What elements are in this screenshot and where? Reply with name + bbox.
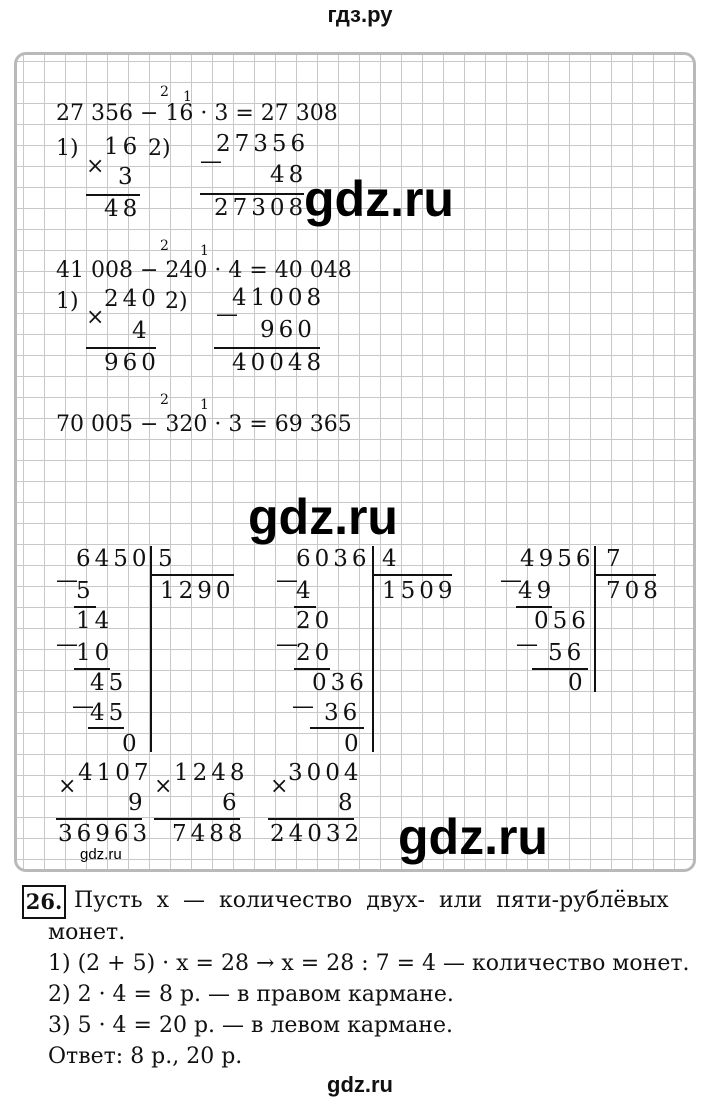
division-step: 10	[76, 640, 114, 666]
division-remainder: 0	[568, 670, 587, 696]
mul-operand-a: 16	[104, 134, 142, 160]
step-label: 1)	[56, 289, 79, 314]
order-mark: 2	[160, 84, 169, 100]
division-step: 56	[548, 640, 586, 666]
division-step: 20	[296, 640, 334, 666]
step-line	[310, 727, 364, 729]
result-line	[154, 818, 240, 820]
minus-sign: —	[72, 694, 94, 719]
multiply-sign: ×	[58, 774, 77, 799]
minus-sign: —	[516, 632, 538, 657]
mul-result: 24032	[270, 821, 364, 847]
divisor-line	[594, 574, 656, 576]
mul-operand-b: 3	[118, 164, 137, 190]
order-mark: 1	[183, 89, 192, 105]
order-mark: 1	[200, 397, 209, 413]
task-text-line: 1) (2 + 5) · x = 28 → x = 28 : 7 = 4 — количество монет.	[48, 951, 690, 976]
task-text-line: 2) 2 · 4 = 8 р. — в правом кармане.	[48, 982, 454, 1007]
quotient: 1290	[160, 578, 235, 604]
division-step: 49	[518, 578, 556, 604]
minus-sign: —	[292, 694, 314, 719]
minus-sign: —	[276, 568, 298, 593]
division-bar	[594, 546, 596, 692]
task-text-line: Пусть x — количество двух- или пяти-рублёвых	[74, 888, 669, 913]
mul-operand-a: 4107	[78, 760, 153, 786]
step-line	[88, 727, 124, 729]
sub-subtrahend: 960	[260, 317, 316, 343]
minus-sign: —	[56, 632, 78, 657]
equation-1: 27 356 − 16 · 3 = 27 308	[56, 101, 338, 126]
divisor: 5	[158, 546, 177, 572]
task-answer: Ответ: 8 р., 20 р.	[48, 1044, 243, 1069]
division-step: 45	[90, 670, 128, 696]
minus-sign: —	[200, 149, 222, 174]
dividend: 6036	[296, 546, 371, 572]
step-label: 1)	[56, 136, 79, 161]
division-step: 036	[312, 670, 368, 696]
divisor: 7	[606, 546, 625, 572]
division-remainder: 0	[122, 731, 141, 757]
order-mark: 1	[200, 243, 209, 259]
watermark: gdz.ru	[398, 809, 548, 865]
mul-operand-a: 240	[104, 286, 160, 312]
mul-operand-b: 9	[128, 790, 147, 816]
division-step: 14	[76, 608, 114, 634]
mul-result: 48	[104, 196, 142, 222]
mul-result: 960	[104, 350, 160, 376]
division-step: 20	[296, 608, 334, 634]
division-remainder: 0	[344, 731, 363, 757]
step-label: 2)	[148, 136, 171, 161]
order-mark: 2	[160, 392, 169, 408]
division-step: 45	[90, 700, 128, 726]
multiply-sign: ×	[270, 774, 289, 799]
dividend: 4956	[520, 546, 595, 572]
site-brand-top: гдз.ру	[327, 2, 393, 27]
mul-result: 36963	[58, 821, 152, 847]
division-step: 056	[534, 608, 590, 634]
sub-minuend: 27356	[216, 131, 310, 157]
quotient: 708	[606, 578, 662, 604]
site-brand-bottom: gdz.ru	[327, 1072, 393, 1097]
mul-operand-b: 6	[222, 790, 241, 816]
result-line	[86, 347, 156, 349]
result-line	[56, 818, 142, 820]
result-line	[268, 818, 354, 820]
divisor-line	[150, 574, 234, 576]
watermark: gdz.ru	[304, 171, 454, 227]
dividend: 6450	[76, 546, 151, 572]
divisor: 4	[382, 546, 401, 572]
mul-operand-a: 1248	[174, 760, 249, 786]
task-text-line: 3) 5 · 4 = 20 р. — в левом кармане.	[48, 1013, 453, 1038]
watermark: gdz.ru	[248, 489, 398, 545]
multiply-sign: ×	[154, 774, 173, 799]
sub-result: 40048	[232, 350, 326, 376]
mul-result: 7488	[172, 821, 247, 847]
watermark-small: gdz.ru	[80, 846, 122, 863]
result-line	[214, 347, 320, 349]
minus-sign: —	[216, 302, 238, 327]
equation-3: 70 005 − 320 · 3 = 69 365	[56, 412, 352, 437]
mul-operand-a: 3004	[288, 760, 363, 786]
division-step: 5	[76, 578, 95, 604]
order-mark: 2	[160, 238, 169, 254]
divisor-line	[372, 574, 452, 576]
step-label: 2)	[165, 289, 188, 314]
multiply-sign: ×	[86, 305, 105, 330]
sub-subtrahend: 48	[270, 162, 308, 188]
mul-operand-b: 4	[132, 318, 151, 344]
division-step: 4	[296, 578, 315, 604]
sub-result: 27308	[214, 195, 308, 221]
multiply-sign: ×	[86, 154, 105, 179]
mul-operand-b: 8	[338, 790, 357, 816]
task-number: 26.	[22, 885, 66, 919]
sub-minuend: 41008	[232, 285, 326, 311]
minus-sign: —	[276, 632, 298, 657]
task-text-line: монет.	[48, 920, 126, 945]
quotient: 1509	[382, 578, 457, 604]
minus-sign: —	[56, 568, 78, 593]
equation-2: 41 008 − 240 · 4 = 40 048	[56, 258, 352, 283]
division-step: 36	[324, 700, 362, 726]
minus-sign: —	[500, 568, 522, 593]
division-bar	[372, 546, 374, 752]
division-bar	[150, 546, 152, 752]
